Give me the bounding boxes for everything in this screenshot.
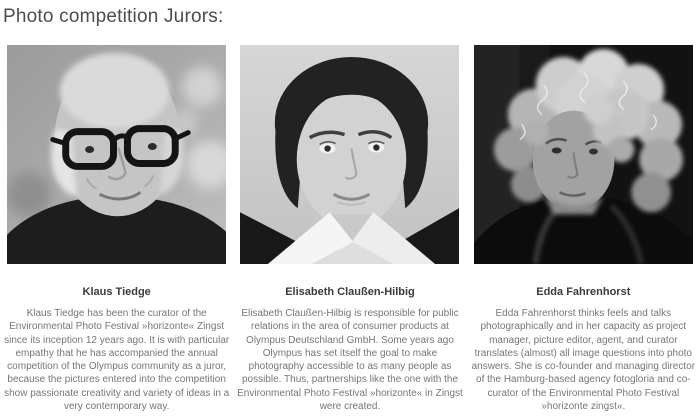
juror-card-elisabeth-claussen-hilbig bbox=[233, 45, 466, 413]
juror-photo-edda-fahrenhorst bbox=[474, 45, 693, 264]
juror-card-klaus-tiedge bbox=[0, 45, 233, 413]
page-title: Photo competition Jurors: bbox=[3, 6, 224, 27]
portrait-elisabeth-claussen-hilbig-illustration bbox=[240, 45, 459, 264]
juror-bio: Elisabeth Claußen-Hilbig is responsible for public relations in the area of consumer products at Olympus Deutschland GmbH. Some years ago Olympus has set itself the goal to make photography accessible to as many people as possible. Thus, partnerships like the one with the Environmental Photo Festival »horizonte« in Zingst were created. bbox=[237, 308, 463, 413]
juror-photo-klaus-tiedge bbox=[7, 45, 226, 264]
juror-card-edda-fahrenhorst bbox=[467, 45, 700, 413]
juror-bio: Klaus Tiedge has been the curator of the Environmental Photo Festival »horizonte« Zingst since its inception 12 years ago. It is with particular empathy that he has accompanied the annual competition of the Olympus community as a juror, because the pictures entered into the competition show passionate creativity and variety of ideas in a very contemporary way. bbox=[4, 308, 230, 413]
portrait-edda-fahrenhorst-illustration bbox=[474, 45, 693, 264]
jurors-columns bbox=[0, 45, 700, 413]
portrait-klaus-tiedge-illustration bbox=[7, 45, 226, 264]
juror-bio: Edda Fahrenhorst thinks feels and talks photographically and in her capacity as project manager, picture editor, agent, and curator translates (almost) all image questions into photo answers. She is co-founder and managing director of the Hamburg-based agency fotogloria and co-curator of the Environmental Photo Festival »horizonte zingst«. bbox=[471, 308, 696, 413]
juror-name: Klaus Tiedge bbox=[82, 286, 151, 298]
juror-name: Edda Fahrenhorst bbox=[536, 286, 631, 298]
juror-name: Elisabeth Claußen-Hilbig bbox=[285, 286, 415, 298]
juror-photo-elisabeth-claussen-hilbig bbox=[240, 45, 459, 264]
